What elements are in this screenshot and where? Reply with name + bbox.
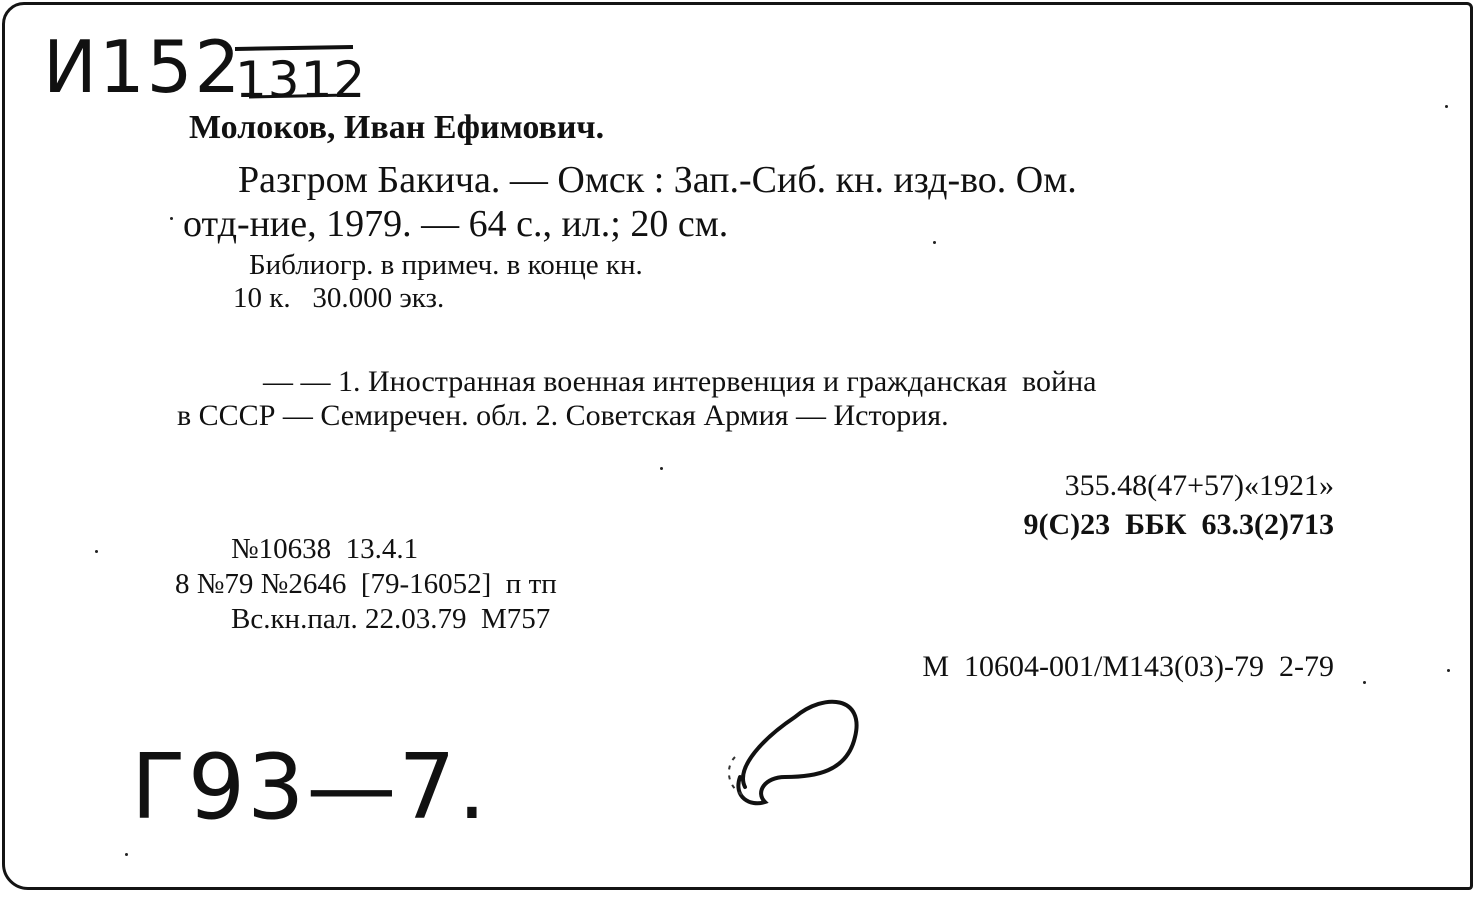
order-line-3: Вс.кн.пал. 22.03.79 М757 xyxy=(231,603,551,635)
bbk-classification: 9(С)23 ББК 63.3(2)713 xyxy=(1023,508,1334,541)
price-print-run: 10 к. 30.000 экз. xyxy=(233,282,445,314)
author-heading: Молоков, Иван Ефимович. xyxy=(189,109,605,146)
order-line-2: 8 №79 №2646 [79-16052] п тп xyxy=(175,568,557,600)
subject-headings-line-2: в СССР — Семиречен. обл. 2. Советская Армия — История. xyxy=(177,399,949,432)
ink-speck xyxy=(1363,681,1366,684)
ink-speck xyxy=(125,853,128,856)
handwritten-shelf-mark: Г93—7. xyxy=(131,735,489,840)
ink-speck xyxy=(660,467,663,470)
handwritten-sub-number: 1312 xyxy=(235,51,367,109)
catalog-card xyxy=(2,2,1473,890)
title-imprint-line-1: Разгром Бакича. — Омск : Зап.-Сиб. кн. изд-во. Ом. xyxy=(238,159,1077,201)
publisher-code: М 10604-001/М143(03)-79 2-79 xyxy=(922,650,1334,683)
ink-speck xyxy=(95,550,98,553)
ink-speck xyxy=(933,241,936,244)
subject-headings-line-1: — — 1. Иностранная военная интервенция и гражданская война xyxy=(263,365,1097,398)
bibliography-note: Библиогр. в примеч. в конце кн. xyxy=(249,249,643,281)
order-line-1: №10638 13.4.1 xyxy=(231,533,419,565)
ink-speck xyxy=(170,217,173,220)
ink-speck xyxy=(1445,105,1448,108)
handwritten-call-number: И152 xyxy=(43,25,243,109)
ink-loop-mark xyxy=(705,677,885,827)
ink-speck xyxy=(1447,669,1450,672)
title-imprint-line-2: отд-ние, 1979. — 64 с., ил.; 20 см. xyxy=(183,203,729,245)
udc-classification: 355.48(47+57)«1921» xyxy=(1064,469,1334,502)
sub-number-overline xyxy=(231,43,361,103)
